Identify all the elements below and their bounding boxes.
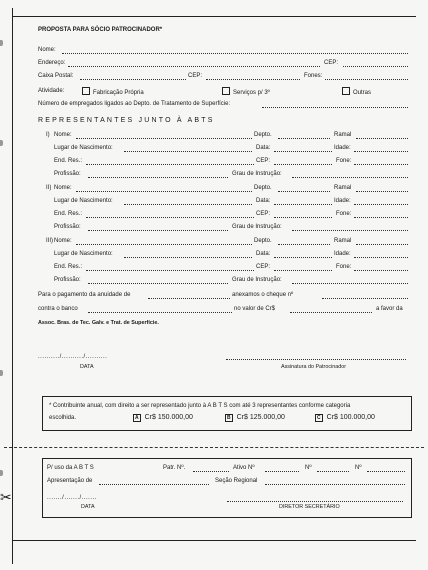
rep-ramal-label: Ramal <box>334 238 352 244</box>
contribuinte-box <box>42 396 412 431</box>
fones-label: Fones: <box>304 73 323 79</box>
option-c-letter[interactable]: C <box>317 415 321 421</box>
rep-nome-field[interactable] <box>76 138 252 139</box>
cheque-label: anexamos o cheque nº <box>232 292 294 298</box>
ativo-field[interactable] <box>265 471 299 472</box>
rep-data-field[interactable] <box>274 257 332 258</box>
rep-depto-label: Depto. <box>254 185 272 191</box>
option-b[interactable] <box>225 414 285 422</box>
rep-endres-label: End. Res.: <box>54 211 83 217</box>
endereco-label: Endereço: <box>38 60 66 66</box>
option-c[interactable] <box>315 414 375 422</box>
rep-fone-field[interactable] <box>354 217 408 218</box>
cheque-field[interactable] <box>322 298 408 299</box>
rep-number: I) <box>46 132 50 138</box>
rep-lugar-field[interactable] <box>124 204 252 205</box>
rep-lugar-field[interactable] <box>124 257 252 258</box>
option-a[interactable] <box>133 414 193 422</box>
rep-lugar-label: Lugar de Nascimento: <box>54 251 113 257</box>
rep-data-label: Data: <box>256 145 271 151</box>
rep-fone-label: Fone: <box>336 264 352 270</box>
rep-profissao-label: Profissão: <box>54 224 81 230</box>
scissors-icon: ✂ <box>0 489 12 505</box>
rep-number: II) <box>46 185 52 191</box>
rep-cep-label: CEP: <box>256 158 271 164</box>
uso-date-pattern[interactable]: ......./......./....... <box>47 495 97 501</box>
rep-cep-label: CEP: <box>256 264 271 270</box>
empregados-field[interactable] <box>262 107 408 108</box>
rep-cep-label: CEP: <box>256 211 271 217</box>
rep-idade-field[interactable] <box>354 151 408 152</box>
caixa-postal-label: Caixa Postal: <box>38 73 74 79</box>
rep-nome-field[interactable] <box>76 191 252 192</box>
fabricacao-label: Fabricação Própria <box>93 90 144 96</box>
rep-nome-label: Nome: <box>54 238 72 244</box>
diretor-label: DIRETOR SECRETÁRIO <box>279 504 340 510</box>
date-pattern[interactable]: ........../........../.......... <box>38 354 108 360</box>
rep-endres-field[interactable] <box>86 217 254 218</box>
rep-endres-label: End. Res.: <box>54 264 83 270</box>
rep-depto-label: Depto. <box>254 132 272 138</box>
rep-profissao-field[interactable] <box>88 177 228 178</box>
cep-label: CEP: <box>324 60 339 66</box>
rep-profissao-field[interactable] <box>88 230 228 231</box>
fones-field[interactable] <box>325 79 408 80</box>
empregados-label: Número de empregados ligados ao Depto. de Tratamento de Superfície: <box>38 101 231 107</box>
favor-label: a favor da <box>376 306 403 312</box>
rep-ramal-label: Ramal <box>334 185 352 191</box>
n2-field[interactable] <box>367 471 405 472</box>
rep-profissao-label: Profissão: <box>54 171 81 177</box>
nome-field[interactable] <box>62 53 408 54</box>
patr-label: Patr. Nº. <box>163 465 186 471</box>
rep-depto-field[interactable] <box>278 191 330 192</box>
rep-idade-field[interactable] <box>354 204 408 205</box>
outras-option[interactable] <box>342 87 371 96</box>
rep-nome-field[interactable] <box>76 244 252 245</box>
uso-abts-box <box>42 458 412 518</box>
cut-line <box>4 447 424 448</box>
rep-ramal-field[interactable] <box>356 244 408 245</box>
rep-data-label: Data: <box>256 251 271 257</box>
rep-endres-field[interactable] <box>86 164 254 165</box>
n1-label: Nº <box>305 465 312 471</box>
option-b-value: Cr$ 125.000,00 <box>236 414 285 421</box>
servicos-option[interactable] <box>222 87 270 96</box>
rep-data-label: Data: <box>256 198 271 204</box>
rep-cep-field[interactable] <box>274 164 332 165</box>
patr-field[interactable] <box>193 471 229 472</box>
rep-depto-field[interactable] <box>278 138 330 139</box>
rep-ramal-field[interactable] <box>356 191 408 192</box>
apresentacao-field[interactable] <box>99 484 209 485</box>
apresentacao-label: Apresentação de <box>47 478 93 484</box>
rep-ramal-field[interactable] <box>356 138 408 139</box>
rep-grau-field[interactable] <box>292 230 408 231</box>
cep2-label: CEP: <box>188 73 203 79</box>
banco-field[interactable] <box>88 312 232 313</box>
representantes-heading: REPRESENTANTES JUNTO À ABTS <box>38 117 215 124</box>
rep-endres-label: End. Res.: <box>54 158 83 164</box>
rep-grau-label: Grau de Instrução: <box>232 171 282 177</box>
rep-ramal-label: Ramal <box>334 132 352 138</box>
rep-number: III) <box>46 238 53 244</box>
servicos-label: Serviços p/ 3º <box>233 90 270 96</box>
rep-idade-label: Idade: <box>334 198 351 204</box>
rep-data-field[interactable] <box>274 204 332 205</box>
rep-fone-label: Fone: <box>336 211 352 217</box>
assinatura-field[interactable] <box>226 359 406 360</box>
outras-checkbox[interactable] <box>342 87 350 95</box>
option-a-value: Cr$ 150.000,00 <box>144 414 193 421</box>
rep-lugar-label: Lugar de Nascimento: <box>54 198 113 204</box>
rep-cep-field[interactable] <box>274 270 332 271</box>
rep-grau-field[interactable] <box>292 283 408 284</box>
rep-lugar-field[interactable] <box>124 151 252 152</box>
rep-depto-label: Depto. <box>254 238 272 244</box>
rep-grau-label: Grau de Instrução: <box>232 224 282 230</box>
rep-nome-label: Nome: <box>54 185 72 191</box>
pagamento-label: Para o pagamento da anuidade de <box>38 292 131 298</box>
valor-label: no valor de Cr$ <box>234 306 276 312</box>
valor-field[interactable] <box>290 312 372 313</box>
rep-data-field[interactable] <box>274 151 332 152</box>
banco-label: contra o banco <box>38 306 78 312</box>
rep-nome-label: Nome: <box>54 132 72 138</box>
anuidade-field[interactable] <box>148 298 230 299</box>
secao-label: Seção Regional <box>215 478 258 484</box>
fabricacao-checkbox[interactable] <box>82 87 90 95</box>
caixa-postal-field[interactable] <box>80 79 186 80</box>
n1-field[interactable] <box>317 471 349 472</box>
diretor-field[interactable] <box>227 501 403 502</box>
outras-label: Outras <box>353 90 372 96</box>
secao-field[interactable] <box>265 484 405 485</box>
atividade-label: Atividade: <box>38 88 65 94</box>
rep-grau-field[interactable] <box>292 177 408 178</box>
assinatura-label: Assinatura do Patrocinador <box>281 364 347 370</box>
cep2-field[interactable] <box>206 79 300 80</box>
option-a-letter[interactable]: A <box>135 415 139 421</box>
option-b-letter[interactable]: B <box>227 415 231 421</box>
n2-label: Nº <box>355 465 362 471</box>
rep-endres-field[interactable] <box>86 270 254 271</box>
ativo-label: Ativo Nº <box>233 465 255 471</box>
cep-field[interactable] <box>343 66 408 67</box>
rep-fone-field[interactable] <box>354 270 408 271</box>
rep-grau-label: Grau de Instrução: <box>232 277 282 283</box>
nome-label: Nome: <box>38 47 56 53</box>
rep-cep-field[interactable] <box>274 217 332 218</box>
option-c-value: Cr$ 100.000,00 <box>326 414 375 421</box>
rep-lugar-label: Lugar de Nascimento: <box>54 145 113 151</box>
rep-fone-label: Fone: <box>336 158 352 164</box>
rep-depto-field[interactable] <box>278 244 330 245</box>
rep-profissao-label: Profissão: <box>54 277 81 283</box>
form-title: PROPOSTA PARA SÓCIO PATROCINADOR* <box>38 27 163 33</box>
rep-idade-label: Idade: <box>334 145 351 151</box>
uso-label: P/ uso da A B T S <box>47 465 94 471</box>
contribuinte-text: * Contribuinte anual, com direito a ser representado junto à A B T S com até 3 representantes conforme categoria <box>49 403 351 409</box>
rep-profissao-field[interactable] <box>88 283 228 284</box>
assoc-name: Assoc. Bras. de Tec. Galv. e Trat. de Superfície. <box>38 320 159 326</box>
data-label: DATA <box>80 364 94 370</box>
endereco-field[interactable] <box>68 66 320 67</box>
servicos-checkbox[interactable] <box>222 87 230 95</box>
escolhida-label: escolhida. <box>49 415 77 421</box>
rep-idade-field[interactable] <box>354 257 408 258</box>
fabricacao-option[interactable] <box>82 87 144 96</box>
uso-data-label: DATA <box>81 504 95 510</box>
rep-idade-label: Idade: <box>334 251 351 257</box>
rep-fone-field[interactable] <box>354 164 408 165</box>
